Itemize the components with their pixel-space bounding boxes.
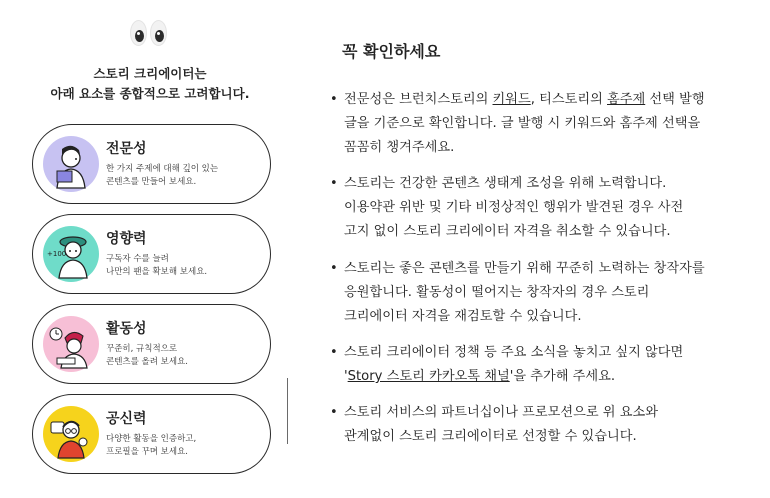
follower-badge: +100: [47, 250, 67, 258]
notice-panel: [322, 0, 767, 498]
notice-title: 꼭 확인하세요: [342, 42, 441, 61]
notice-text: , 티스토리의: [530, 92, 608, 107]
notice-text: ': [344, 369, 348, 384]
criteria-card-expertise: [32, 124, 271, 204]
left-eye-icon: [130, 20, 147, 46]
right-eye-icon: [150, 20, 167, 46]
card-title: 활동성: [106, 321, 147, 337]
notice-line: [330, 365, 764, 389]
home-topic-link[interactable]: 홈주제: [607, 92, 646, 107]
notice-line: 크리에이터 자격을 재검토할 수 있습니다.: [344, 309, 582, 324]
card-title: 영향력: [106, 231, 147, 247]
notice-text: 전문성은 브런치스토리의: [344, 92, 493, 107]
notice-item-expertise-criteria: [330, 88, 764, 160]
notice-item-activity-review: [330, 257, 764, 329]
notice-item-ecosystem: [330, 172, 764, 244]
influencer-person-icon: [43, 226, 99, 282]
bullet-icon: •: [330, 345, 338, 360]
card-desc-line2: 콘텐츠를 만들어 보세요.: [106, 177, 197, 187]
bullet-icon: •: [330, 261, 338, 276]
trusted-person-icon: [43, 406, 99, 462]
notice-line: 스토리는 좋은 콘텐츠를 만들기 위해 꾸준히 노력하는 창작자를: [344, 261, 705, 276]
card-desc-line2: 프로필을 꾸며 보세요.: [106, 447, 189, 457]
card-desc-line2: 콘텐츠를 올려 보세요.: [106, 357, 189, 367]
notice-item-partnership: [330, 401, 764, 449]
notice-text: 선택 발행: [645, 92, 705, 107]
kakao-channel-link[interactable]: Story 스토리 카카오톡 채널: [347, 369, 510, 384]
card-desc-line1: 꾸준히, 규칙적으로: [106, 344, 178, 354]
creator-criteria-panel: [0, 0, 300, 498]
card-desc-line1: 한 가지 주제에 대해 깊이 있는: [106, 164, 219, 174]
card-title: 공신력: [106, 411, 147, 427]
card-title: 전문성: [106, 141, 147, 157]
notice-line: 스토리 서비스의 파트너십이나 프로모션으로 위 요소와: [344, 405, 658, 420]
notice-line: 꼼꼼히 챙겨주세요.: [344, 140, 455, 155]
card-desc-line1: 구독자 수를 늘려: [106, 254, 169, 264]
notice-line: 스토리는 건강한 콘텐츠 생태계 조성을 위해 노력합니다.: [344, 176, 667, 191]
bullet-icon: •: [330, 405, 338, 420]
notice-line: 응원합니다. 활동성이 떨어지는 창작자의 경우 스토리: [344, 285, 650, 300]
active-person-icon: [43, 316, 99, 372]
notice-line: 이용약관 위반 및 기타 비정상적인 행위가 발견된 경우 사전: [344, 200, 684, 215]
vertical-divider: [287, 378, 288, 444]
notice-line: 글을 기준으로 확인합니다. 글 발행 시 키워드와 홈주제 선택을: [344, 116, 701, 131]
intro-text-line1: 스토리 크리에이터는: [93, 66, 207, 81]
bullet-icon: •: [330, 92, 338, 107]
intro-text-line2: 아래 요소를 종합적으로 고려합니다.: [50, 86, 250, 101]
notice-line: 고지 없이 스토리 크리에이터 자격을 취소할 수 있습니다.: [344, 224, 671, 239]
notice-text: '을 추가해 주세요.: [509, 369, 616, 384]
criteria-card-credibility: [32, 394, 271, 474]
notice-line: 관계없이 스토리 크리에이터로 선정할 수 있습니다.: [344, 429, 637, 444]
criteria-card-activity: [32, 304, 271, 384]
notice-line: [330, 88, 764, 112]
reading-person-icon: [43, 136, 99, 192]
eyes-icon: [130, 20, 170, 50]
notice-line: 스토리 크리에이터 정책 등 주요 소식을 놓치고 싶지 않다면: [344, 345, 684, 360]
card-desc-line2: 나만의 팬을 확보해 보세요.: [106, 267, 208, 277]
keyword-link[interactable]: 키워드: [492, 92, 531, 107]
criteria-card-influence: [32, 214, 271, 294]
notice-item-kakao-channel: [330, 341, 764, 389]
card-desc-line1: 다양한 활동을 인증하고,: [106, 434, 197, 444]
bullet-icon: •: [330, 176, 338, 191]
